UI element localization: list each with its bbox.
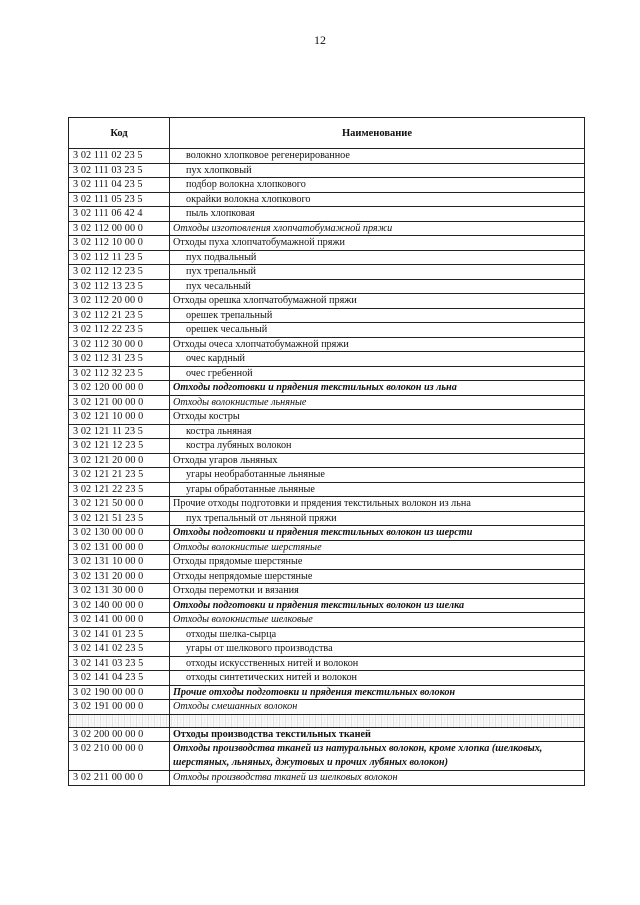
table-row <box>69 468 585 483</box>
table-row <box>69 685 585 700</box>
table-row <box>69 207 585 222</box>
table-row <box>69 453 585 468</box>
row-code: 3 02 141 00 00 0 <box>69 613 170 628</box>
table-row <box>69 294 585 309</box>
table-row <box>69 642 585 657</box>
table-row <box>69 714 585 727</box>
row-name: Отходы волокнистые шелковые <box>170 613 585 628</box>
row-code: 3 02 191 00 00 0 <box>69 700 170 715</box>
row-name: Отходы перемотки и вязания <box>170 584 585 599</box>
row-code: 3 02 131 00 00 0 <box>69 540 170 555</box>
row-code: 3 02 112 21 23 5 <box>69 308 170 323</box>
row-code: 3 02 111 05 23 5 <box>69 192 170 207</box>
row-name: угары обработанные льняные <box>170 482 585 497</box>
row-code: 3 02 121 21 23 5 <box>69 468 170 483</box>
row-code: 3 02 131 30 00 0 <box>69 584 170 599</box>
table-row <box>69 497 585 512</box>
row-name: отходы искусственных нитей и волокон <box>170 656 585 671</box>
row-code: 3 02 121 51 23 5 <box>69 511 170 526</box>
row-name: угары от шелкового производства <box>170 642 585 657</box>
row-name: Отходы производства тканей из натуральных волокон, кроме хлопка (шелковых, шерстяных, льняных, джутовых и прочих лубяных волокон) <box>170 742 585 771</box>
table-row <box>69 410 585 425</box>
row-name: подбор волокна хлопкового <box>170 178 585 193</box>
row-code: 3 02 112 31 23 5 <box>69 352 170 367</box>
table-row <box>69 424 585 439</box>
row-code: 3 02 112 30 00 0 <box>69 337 170 352</box>
table-row <box>69 671 585 686</box>
table-row <box>69 337 585 352</box>
row-name: орешек трепальный <box>170 308 585 323</box>
row-name: орешек чесальный <box>170 323 585 338</box>
row-name: Отходы волокнистые шерстяные <box>170 540 585 555</box>
row-name: пух трепальный <box>170 265 585 280</box>
row-name: Отходы угаров льняных <box>170 453 585 468</box>
table-row <box>69 308 585 323</box>
table-row <box>69 482 585 497</box>
row-code: 3 02 211 00 00 0 <box>69 771 170 786</box>
row-name: отходы синтетических нитей и волокон <box>170 671 585 686</box>
table-row <box>69 178 585 193</box>
row-name: Отходы пуха хлопчатобумажной пряжи <box>170 236 585 251</box>
table-row <box>69 265 585 280</box>
row-name: очес кардный <box>170 352 585 367</box>
row-code: 3 02 141 03 23 5 <box>69 656 170 671</box>
row-name: очес гребенной <box>170 366 585 381</box>
table-row <box>69 439 585 454</box>
row-name: Прочие отходы подготовки и прядения текстильных волокон <box>170 685 585 700</box>
row-name: Отходы изготовления хлопчатобумажной пряжи <box>170 221 585 236</box>
row-name: Отходы прядомые шерстяные <box>170 555 585 570</box>
row-name: костра льняная <box>170 424 585 439</box>
row-code: 3 02 121 00 00 0 <box>69 395 170 410</box>
row-code: 3 02 111 02 23 5 <box>69 149 170 164</box>
row-code: 3 02 111 04 23 5 <box>69 178 170 193</box>
table-header-row <box>69 118 585 149</box>
table-row <box>69 192 585 207</box>
table-row <box>69 279 585 294</box>
table-row <box>69 656 585 671</box>
row-name: Отходы производства текстильных тканей <box>170 727 585 742</box>
row-code: 3 02 112 32 23 5 <box>69 366 170 381</box>
row-code: 3 02 112 13 23 5 <box>69 279 170 294</box>
table-row <box>69 727 585 742</box>
table-row <box>69 700 585 715</box>
table-row <box>69 569 585 584</box>
row-name: Отходы смешанных волокон <box>170 700 585 715</box>
table-row <box>69 526 585 541</box>
table-row <box>69 381 585 396</box>
waste-classification-table <box>68 117 585 786</box>
row-code: 3 02 112 10 00 0 <box>69 236 170 251</box>
row-name: угары необработанные льняные <box>170 468 585 483</box>
row-code: 3 02 121 11 23 5 <box>69 424 170 439</box>
table-row <box>69 149 585 164</box>
row-code: 3 02 190 00 00 0 <box>69 685 170 700</box>
row-name: пух подвальный <box>170 250 585 265</box>
table-row <box>69 366 585 381</box>
row-code: 3 02 141 04 23 5 <box>69 671 170 686</box>
row-code <box>69 714 170 727</box>
row-code: 3 02 121 10 00 0 <box>69 410 170 425</box>
name-column-header: Наименование <box>170 118 585 149</box>
row-name: Отходы подготовки и прядения текстильных волокон из льна <box>170 381 585 396</box>
table-row <box>69 352 585 367</box>
row-code: 3 02 131 20 00 0 <box>69 569 170 584</box>
table-row <box>69 540 585 555</box>
table-body <box>69 149 585 786</box>
table-row <box>69 584 585 599</box>
row-name: пух трепальный от льняной пряжи <box>170 511 585 526</box>
row-name: отходы шелка-сырца <box>170 627 585 642</box>
table-row <box>69 395 585 410</box>
row-name: окрайки волокна хлопкового <box>170 192 585 207</box>
row-name: волокно хлопковое регенерированное <box>170 149 585 164</box>
row-name: Отходы костры <box>170 410 585 425</box>
row-code: 3 02 112 22 23 5 <box>69 323 170 338</box>
row-code: 3 02 112 12 23 5 <box>69 265 170 280</box>
table-row <box>69 555 585 570</box>
row-code: 3 02 112 20 00 0 <box>69 294 170 309</box>
row-code: 3 02 141 02 23 5 <box>69 642 170 657</box>
row-code: 3 02 130 00 00 0 <box>69 526 170 541</box>
table-row <box>69 627 585 642</box>
row-name: Отходы орешка хлопчатобумажной пряжи <box>170 294 585 309</box>
row-name: пух чесальный <box>170 279 585 294</box>
row-name: Отходы непрядомые шерстяные <box>170 569 585 584</box>
table-row <box>69 742 585 771</box>
table-row <box>69 250 585 265</box>
row-name: Отходы подготовки и прядения текстильных волокон из шелка <box>170 598 585 613</box>
row-code: 3 02 141 01 23 5 <box>69 627 170 642</box>
page-number: 12 <box>314 33 326 47</box>
row-name: Отходы производства тканей из шелковых волокон <box>170 771 585 786</box>
row-code: 3 02 140 00 00 0 <box>69 598 170 613</box>
row-code: 3 02 112 00 00 0 <box>69 221 170 236</box>
table-row <box>69 771 585 786</box>
row-code: 3 02 131 10 00 0 <box>69 555 170 570</box>
table-row <box>69 613 585 628</box>
table-row <box>69 221 585 236</box>
row-code: 3 02 120 00 00 0 <box>69 381 170 396</box>
row-name: костра лубяных волокон <box>170 439 585 454</box>
table-row <box>69 236 585 251</box>
row-name: Отходы волокнистые льняные <box>170 395 585 410</box>
row-code: 3 02 121 50 00 0 <box>69 497 170 512</box>
row-name: Прочие отходы подготовки и прядения текстильных волокон из льна <box>170 497 585 512</box>
row-name: пух хлопковый <box>170 163 585 178</box>
row-code: 3 02 121 12 23 5 <box>69 439 170 454</box>
row-code: 3 02 112 11 23 5 <box>69 250 170 265</box>
row-code: 3 02 111 03 23 5 <box>69 163 170 178</box>
row-name: Отходы подготовки и прядения текстильных волокон из шерсти <box>170 526 585 541</box>
row-code: 3 02 121 22 23 5 <box>69 482 170 497</box>
row-name: пыль хлопковая <box>170 207 585 222</box>
table-row <box>69 323 585 338</box>
row-code: 3 02 111 06 42 4 <box>69 207 170 222</box>
row-code: 3 02 210 00 00 0 <box>69 742 170 771</box>
row-name: Отходы очеса хлопчатобумажной пряжи <box>170 337 585 352</box>
table-row <box>69 163 585 178</box>
code-column-header: Код <box>69 118 170 149</box>
table-row <box>69 511 585 526</box>
row-code: 3 02 200 00 00 0 <box>69 727 170 742</box>
row-name <box>170 714 585 727</box>
table-row <box>69 598 585 613</box>
row-code: 3 02 121 20 00 0 <box>69 453 170 468</box>
